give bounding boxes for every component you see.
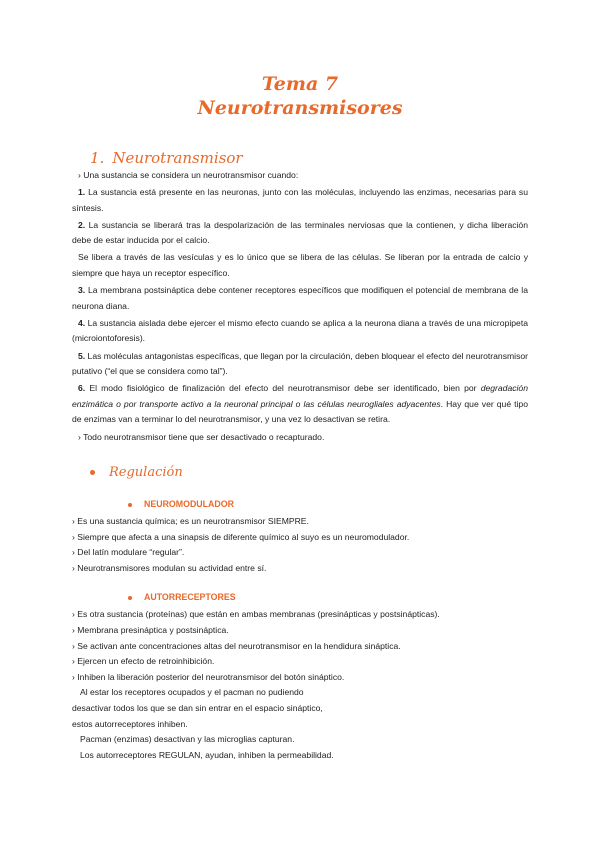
- section-2-heading: [90, 463, 528, 483]
- note-line: Al estar los receptores ocupados y el pacman no pudiendo: [80, 687, 304, 698]
- list-item: › Del latín modulare “regular”.: [72, 547, 185, 558]
- list-item: › Neurotransmisores modulan su actividad entre sí.: [72, 562, 267, 573]
- list-item: › Es una sustancia química; es un neurotransmisor SIEMPRE.: [72, 516, 309, 527]
- criterion-2: 2. La sustancia se liberará tras la despolarización de las terminales nerviosas que la contienen, y dicha liberación debe de estar inducida por el calcio.: [72, 219, 528, 246]
- list-item: › Membrana presináptica y postsináptica.: [72, 625, 229, 636]
- criterion-5: 5. Las moléculas antagonistas específicas, que llegan por la circulación, deben bloquear el efecto del neurotransmisor putativo (“el que se considera como tal”).: [72, 350, 529, 377]
- neuromodulador-heading: NEUROMODULADOR: [128, 497, 528, 511]
- title-line-1: Tema 7: [261, 73, 339, 95]
- bullet-dot-icon: [128, 503, 132, 507]
- criterion-3: 3. La membrana postsináptica debe contener receptores específicos que modifiquen el potencial de membrana de la neurona diana.: [72, 285, 528, 311]
- note-line: Pacman (enzimas) desactivan y las microglias capturan.: [80, 734, 295, 745]
- section-1-title: Neurotransmisor: [112, 149, 243, 167]
- list-item: › Siempre que afecta a una sinapsis de diferente químico al suyo es un neuromodulador.: [72, 531, 410, 542]
- list-item: › Ejercen un efecto de retroinhibición.: [72, 656, 215, 667]
- section-1-number: 1.: [90, 149, 105, 167]
- bullet-dot-icon: [128, 596, 132, 600]
- page-title: [72, 72, 528, 120]
- criterion-4: 4. La sustancia aislada debe ejercer el mismo efecto cuando se aplica a la neurona diana a través de una micropipeta (microiontoforesis).: [72, 317, 528, 344]
- criterion-1: 1. La sustancia está presente en las neuronas, junto con las moléculas, incluyendo las enzimas, necesarias para su síntesis.: [72, 187, 528, 213]
- criterion-2-note: Se libera a través de las vesículas y es lo único que se libera de las células. Se liberan por la entrada de calcio y siempre que haya un receptor específico.: [72, 252, 528, 279]
- list-item: › Inhiben la liberación posterior del neurotransmisor del botón sináptico.: [72, 671, 345, 682]
- section-2-title: Regulación: [109, 465, 183, 481]
- note-line: desactivar todos los que se dan sin entrar en el espacio sináptico,: [72, 703, 323, 714]
- closing-text: › Todo neurotransmisor tiene que ser desactivado o recapturado.: [78, 431, 325, 442]
- criterion-6: 6. El modo fisiológico de finalización del efecto del neurotransmisor debe ser identificado, bien por degradación enzimática o por transporte activo a la neuronal principal o las células neurogliales adyacentes. Hay que ver qué tipo de enzimas van a terminar lo del neurotransmisor, y una vez lo desactivan se retira.: [72, 383, 528, 425]
- bullet-dot-icon: [90, 470, 95, 475]
- autorreceptores-heading: AUTORRECEPTORES: [128, 590, 528, 604]
- intro-text: › Una sustancia se considera un neurotransmisor cuando:: [78, 170, 299, 180]
- list-item: › Es otra sustancia (proteínas) que están en ambas membranas (presinápticas y postsinápticas).: [72, 609, 440, 620]
- list-item: › Se activan ante concentraciones altas del neurotransmisor en la hendidura sináptica.: [72, 640, 401, 651]
- note-line: Los autorreceptores REGULAN, ayudan, inhiben la permeabilidad.: [80, 749, 334, 760]
- title-line-2: Neurotransmisores: [197, 97, 403, 119]
- note-line: estos autorreceptores inhiben.: [72, 718, 188, 729]
- section-1-heading: [90, 148, 528, 168]
